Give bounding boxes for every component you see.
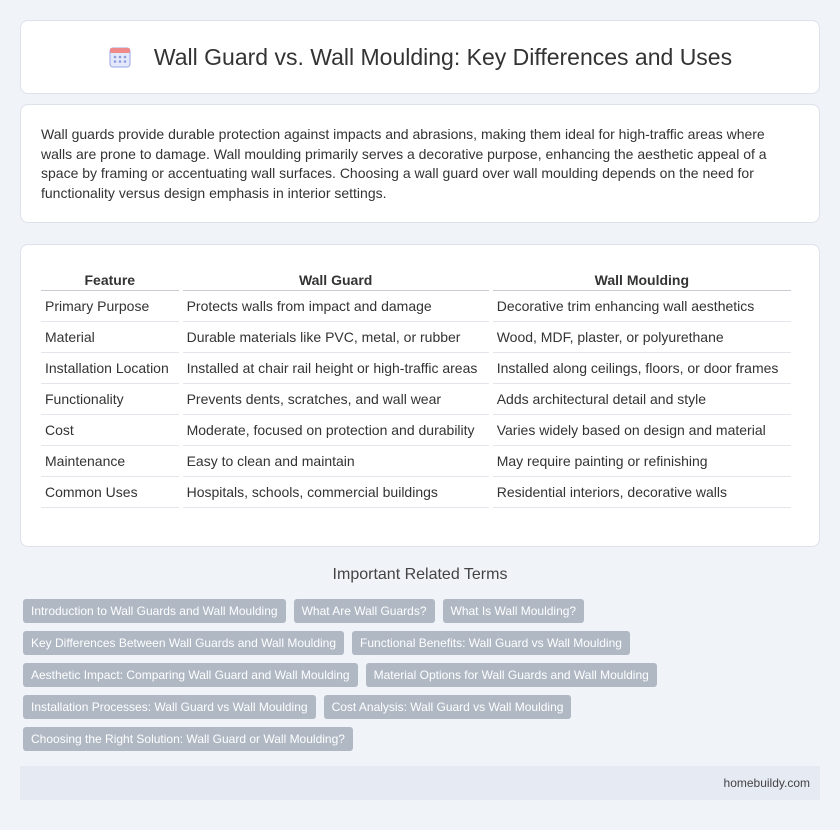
wall-moulding-cell: Residential interiors, decorative walls	[493, 477, 791, 508]
wall-guard-cell: Installed at chair rail height or high-traffic areas	[183, 353, 489, 384]
intro-card	[20, 104, 820, 223]
table-row	[41, 477, 791, 508]
table-row	[41, 384, 791, 415]
table-row	[41, 415, 791, 446]
comparison-table	[37, 265, 795, 508]
header-wall-moulding: Wall Moulding	[493, 265, 791, 291]
related-term-tag[interactable]: Key Differences Between Wall Guards and Wall Moulding	[23, 631, 344, 655]
related-term-tag[interactable]: Cost Analysis: Wall Guard vs Wall Moulding	[324, 695, 572, 719]
calendar-icon	[108, 45, 132, 69]
related-term-tag[interactable]: Choosing the Right Solution: Wall Guard or Wall Moulding?	[23, 727, 353, 751]
wall-guard-cell: Protects walls from impact and damage	[183, 291, 489, 322]
feature-cell: Installation Location	[41, 353, 179, 384]
footer-site-link[interactable]: homebuildy.com	[723, 776, 810, 790]
feature-cell: Functionality	[41, 384, 179, 415]
feature-cell: Maintenance	[41, 446, 179, 477]
header-feature: Feature	[41, 265, 179, 291]
related-term-tag[interactable]: Introduction to Wall Guards and Wall Moulding	[23, 599, 286, 623]
related-term-tag[interactable]: What Are Wall Guards?	[294, 599, 435, 623]
feature-cell: Common Uses	[41, 477, 179, 508]
related-terms-list	[23, 599, 823, 751]
table-row	[41, 291, 791, 322]
footer	[20, 766, 820, 800]
table-row	[41, 446, 791, 477]
wall-moulding-cell: Decorative trim enhancing wall aesthetics	[493, 291, 791, 322]
comparison-table-card	[20, 244, 820, 547]
related-term-tag[interactable]: Aesthetic Impact: Comparing Wall Guard and Wall Moulding	[23, 663, 358, 687]
wall-moulding-cell: Adds architectural detail and style	[493, 384, 791, 415]
table-row	[41, 353, 791, 384]
related-term-tag[interactable]: Installation Processes: Wall Guard vs Wall Moulding	[23, 695, 316, 719]
table-row	[41, 322, 791, 353]
feature-cell: Cost	[41, 415, 179, 446]
wall-moulding-cell: Installed along ceilings, floors, or door frames	[493, 353, 791, 384]
page-title: Wall Guard vs. Wall Moulding: Key Differences and Uses	[153, 43, 733, 70]
wall-guard-cell: Easy to clean and maintain	[183, 446, 489, 477]
related-term-tag[interactable]: Functional Benefits: Wall Guard vs Wall Moulding	[352, 631, 630, 655]
related-term-tag[interactable]: Material Options for Wall Guards and Wall Moulding	[366, 663, 657, 687]
wall-moulding-cell: Varies widely based on design and material	[493, 415, 791, 446]
table-header-row	[41, 265, 791, 291]
feature-cell: Primary Purpose	[41, 291, 179, 322]
feature-cell: Material	[41, 322, 179, 353]
header-wall-guard: Wall Guard	[183, 265, 489, 291]
related-term-tag[interactable]: What Is Wall Moulding?	[443, 599, 585, 623]
wall-guard-cell: Durable materials like PVC, metal, or rubber	[183, 322, 489, 353]
wall-moulding-cell: May require painting or refinishing	[493, 446, 791, 477]
title-card	[20, 20, 820, 94]
wall-guard-cell: Moderate, focused on protection and durability	[183, 415, 489, 446]
wall-guard-cell: Prevents dents, scratches, and wall wear	[183, 384, 489, 415]
wall-guard-cell: Hospitals, schools, commercial buildings	[183, 477, 489, 508]
related-terms-heading: Important Related Terms	[332, 566, 508, 583]
wall-moulding-cell: Wood, MDF, plaster, or polyurethane	[493, 322, 791, 353]
intro-paragraph: Wall guards provide durable protection against impacts and abrasions, making them ideal for high-traffic areas where walls are prone to damage. Wall moulding primarily serves a decorative purpose, enhancing the aesthetic appeal of a space by framing or accentuating wall surfaces. Choosing a wall guard over wall moulding depends on the need for functionality versus design emphasis in interior settings.	[41, 126, 767, 201]
